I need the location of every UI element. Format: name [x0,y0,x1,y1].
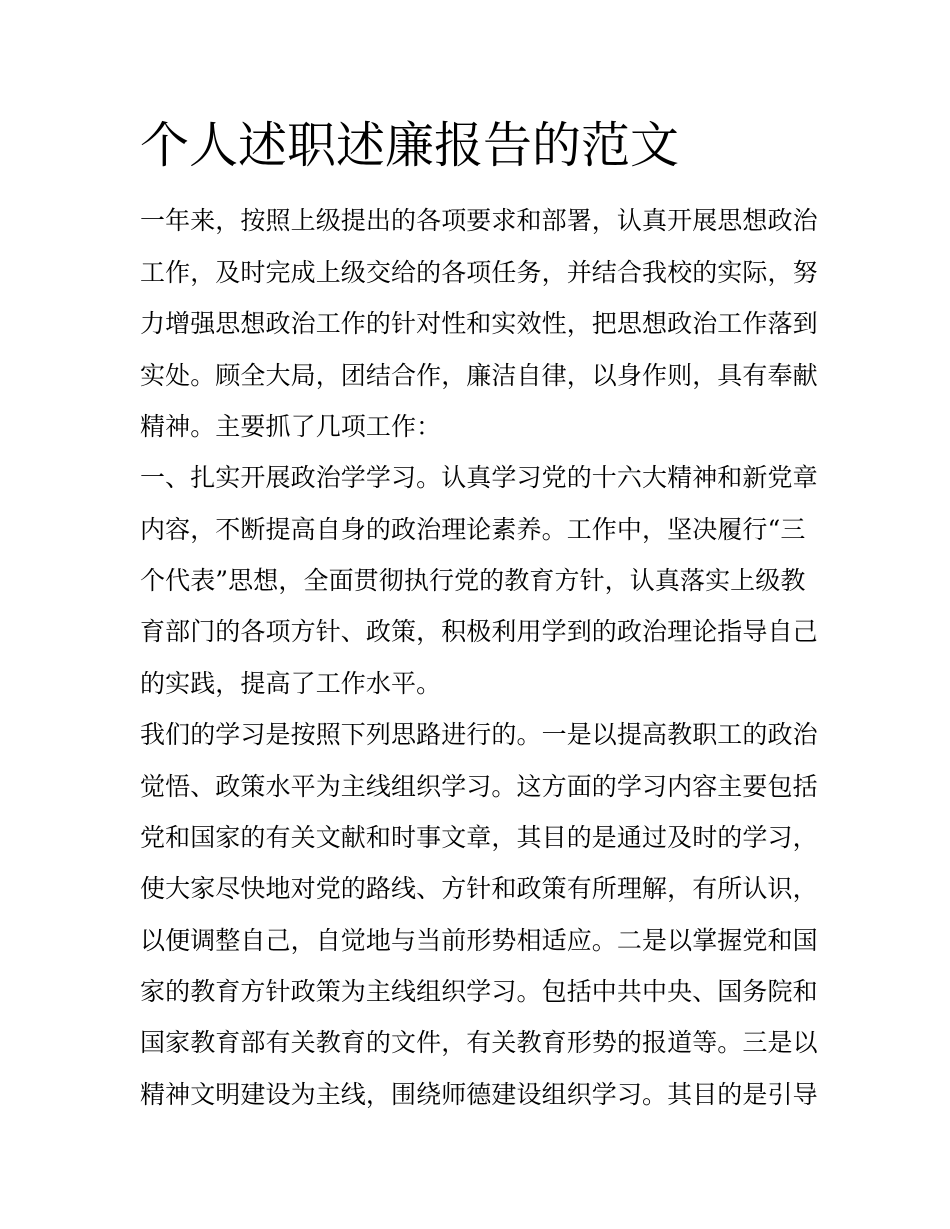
text-line: 育部门的各项方针、政策，积极利用学到的政治理论指导自己 [140,617,818,646]
text-line: 个代表”思想，全面贯彻执行党的教育方针，认真落实上级教 [140,566,806,595]
document-title: 个人述职述廉报告的范文 [140,117,680,174]
text-line: 工作，及时完成上级交给的各项任务，并结合我校的实际，努 [140,258,818,287]
text-line: 精神。主要抓了几项工作： [140,412,442,441]
text-line: 的实践，提高了工作水平。 [140,669,442,698]
text-line: 家的教育方针政策为主线组织学习。包括中共中央、国务院和 [140,977,818,1006]
text-line: 内容，不断提高自身的政治理论素养。工作中，坚决履行“三 [140,515,806,544]
text-line: 以便调整自己，自觉地与当前形势相适应。二是以掌握党和国 [140,926,818,955]
text-line: 国家教育部有关教育的文件，有关教育形势的报道等。三是以 [140,1028,818,1057]
text-line: 一年来，按照上级提出的各项要求和部署，认真开展思想政治 [140,206,818,235]
text-line: 党和国家的有关文献和时事文章，其目的是通过及时的学习， [140,823,818,852]
text-line: 精神文明建设为主线，围绕师德建设组织学习。其目的是引导 [140,1080,818,1109]
text-line: 觉悟、政策水平为主线组织学习。这方面的学习内容主要包括 [140,772,818,801]
text-line: 实处。顾全大局，团结合作，廉洁自律，以身作则，具有奉献 [140,361,818,390]
text-line: 力增强思想政治工作的针对性和实效性，把思想政治工作落到 [140,309,818,338]
text-line: 我们的学习是按照下列思路进行的。一是以提高教职工的政治 [140,720,818,749]
text-line: 使大家尽快地对党的路线、方针和政策有所理解，有所认识， [140,874,818,903]
text-line: 一、扎实开展政治学学习。认真学习党的十六大精神和新党章 [140,463,818,492]
